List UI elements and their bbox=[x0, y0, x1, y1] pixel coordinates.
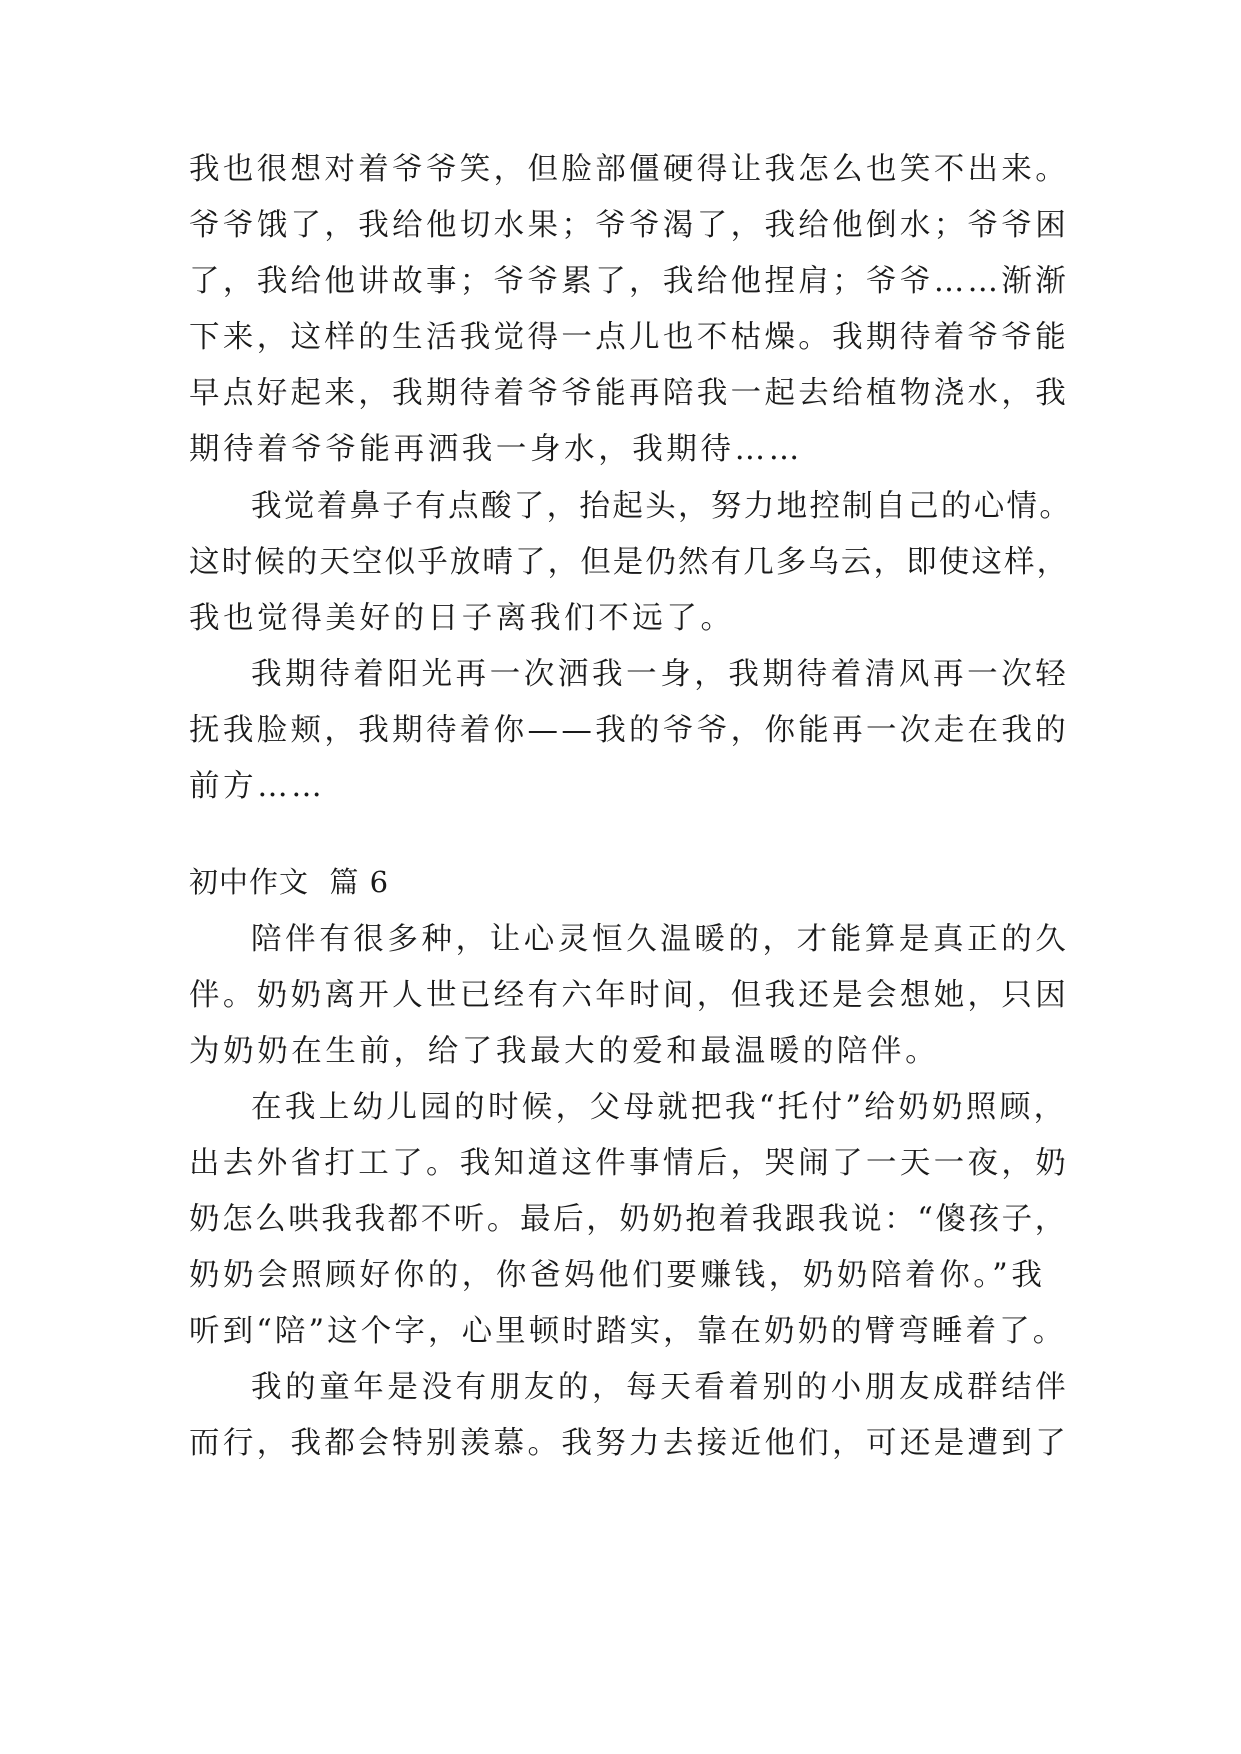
text-line: 我的童年是没有朋友的，每天看着别的小朋友成群结伴 bbox=[251, 1370, 1070, 1405]
text-line: 我也觉得美好的日子离我们不远了。 bbox=[189, 601, 735, 636]
text-line: 抚我脸颊，我期待着你——我的爷爷，你能再一次走在我的 bbox=[189, 713, 1070, 748]
text-line: 出去外省打工了。我知道这件事情后，哭闹了一天一夜，奶 bbox=[189, 1146, 1070, 1181]
text-line: 听到“陪”这个字，心里顿时踏实，靠在奶奶的臂弯睡着了。 bbox=[189, 1314, 1067, 1349]
text-line: 伴。奶奶离开人世已经有六年时间，但我还是会想她，只因 bbox=[189, 978, 1070, 1013]
text-line: 下来，这样的生活我觉得一点儿也不枯燥。我期待着爷爷能 bbox=[189, 320, 1070, 355]
text-line: 奶奶会照顾好你的，你爸妈他们要赚钱，奶奶陪着你。”我 bbox=[189, 1258, 1046, 1293]
text-line: 前方…… bbox=[189, 769, 326, 804]
text-line: 在我上幼儿园的时候，父母就把我“托付”给奶奶照顾， bbox=[251, 1090, 1068, 1125]
text-line: 我期待着阳光再一次洒我一身，我期待着清风再一次轻 bbox=[251, 657, 1070, 692]
text-line: 这时候的天空似乎放晴了，但是仍然有几多乌云，即使这样， bbox=[189, 545, 1070, 580]
text-line: 我也很想对着爷爷笑，但脸部僵硬得让我怎么也笑不出来。 bbox=[189, 152, 1070, 187]
text-line: 奶怎么哄我我都不听。最后，奶奶抱着我跟我说：“傻孩子， bbox=[189, 1202, 1068, 1237]
section-title: 初中作文 篇 6 bbox=[189, 865, 390, 899]
text-line: 而行，我都会特别羡慕。我努力去接近他们，可还是遭到了 bbox=[189, 1426, 1070, 1461]
text-line: 陪伴有很多种，让心灵恒久温暖的，才能算是真正的久 bbox=[251, 922, 1070, 957]
text-line: 为奶奶在生前，给了我最大的爱和最温暖的陪伴。 bbox=[189, 1034, 940, 1069]
text-line: 我觉着鼻子有点酸了，抬起头，努力地控制自己的心情。 bbox=[251, 489, 1073, 524]
text-line: 爷爷饿了，我给他切水果；爷爷渴了，我给他倒水；爷爷困 bbox=[189, 208, 1070, 243]
text-line: 期待着爷爷能再洒我一身水，我期待…… bbox=[189, 432, 803, 467]
text-line: 早点好起来，我期待着爷爷能再陪我一起去给植物浇水，我 bbox=[189, 376, 1070, 411]
text-line: 了，我给他讲故事；爷爷累了，我给他捏肩；爷爷……渐渐 bbox=[189, 264, 1070, 299]
